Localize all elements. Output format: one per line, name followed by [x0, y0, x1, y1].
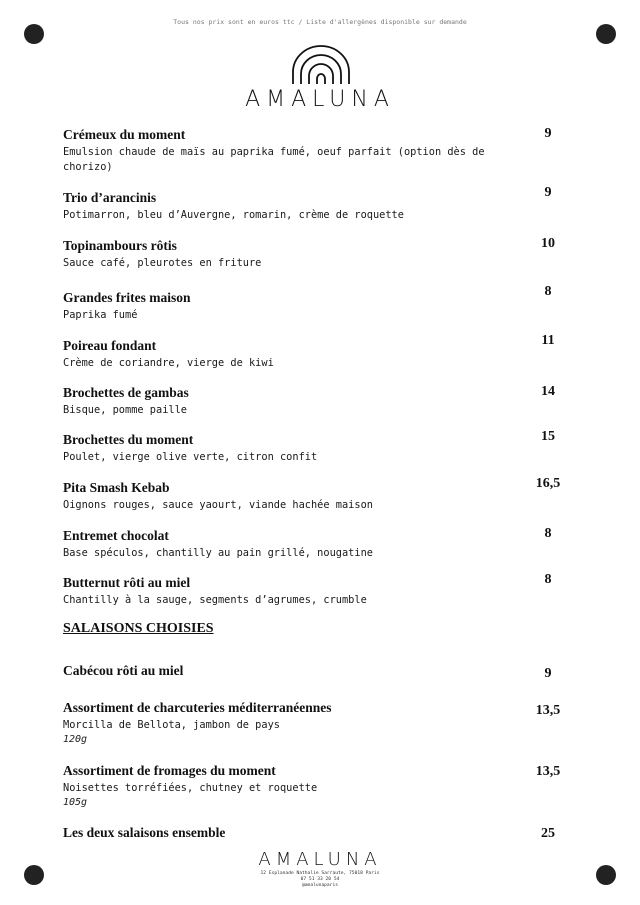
- item-name: Brochettes du moment: [63, 432, 194, 447]
- menu-item: [63, 289, 503, 323]
- binder-hole-top-right: [596, 24, 616, 44]
- item-price: 9: [544, 185, 552, 200]
- menu-item: [63, 431, 503, 465]
- item-price: 16,5: [535, 476, 561, 491]
- item-description: Paprika fumé: [63, 309, 138, 321]
- item-description: Morcilla de Bellota, jambon de pays: [63, 719, 280, 731]
- footer-address: 12 Esplanade Nathalie Sarraute, 75018 Paris: [260, 871, 380, 876]
- price-notice: Tous nos prix sont en euros ttc / Liste d'allergènes disponible sur demande: [173, 18, 467, 26]
- item-name: Entremet chocolat: [63, 528, 169, 543]
- item-name: Assortiment de fromages du moment: [63, 763, 276, 778]
- menu-item: [63, 662, 503, 679]
- item-description: Poulet, vierge olive verte, citron confit: [63, 451, 318, 463]
- item-description: Oignons rouges, sauce yaourt, viande hachée maison: [63, 499, 373, 511]
- footer-phone: 07 51 33 20 54: [300, 877, 340, 882]
- binder-hole-top-left: [24, 24, 44, 44]
- item-name: Cabécou rôti au miel: [63, 663, 184, 678]
- item-price: 14: [541, 384, 555, 399]
- item-name: Grandes frites maison: [63, 290, 191, 305]
- item-price: 13,5: [535, 703, 561, 718]
- item-description: Crème de coriandre, vierge de kiwi: [63, 357, 274, 369]
- menu-item: [63, 126, 503, 175]
- item-name: Les deux salaisons ensemble: [63, 825, 226, 840]
- item-weight: 105g: [63, 797, 88, 808]
- menu-item: [63, 527, 503, 561]
- item-name: Brochettes de gambas: [63, 385, 189, 400]
- item-weight: 120g: [63, 734, 88, 745]
- brand-wordmark: AMALUNA: [245, 87, 395, 112]
- item-name: Butternut rôti au miel: [63, 575, 191, 590]
- menu-item: [63, 189, 503, 223]
- footer-brand-wordmark: AMALUNA: [258, 849, 382, 870]
- menu-item: [63, 337, 503, 371]
- footer-contact: [0, 871, 640, 889]
- item-name: Poireau fondant: [63, 338, 157, 353]
- item-price: 8: [544, 284, 552, 299]
- menu-item: [63, 237, 503, 271]
- item-price: 9: [544, 126, 552, 141]
- item-name: Topinambours rôtis: [63, 238, 177, 253]
- item-name: Trio d’arancinis: [63, 190, 157, 205]
- item-price: 8: [544, 572, 552, 587]
- item-price: 25: [541, 826, 555, 841]
- item-price: 15: [541, 429, 555, 444]
- item-name: Crémeux du moment: [63, 127, 186, 142]
- item-description: Noisettes torréfiées, chutney et roquette: [63, 782, 318, 794]
- item-description: Base spéculos, chantilly au pain grillé, nougatine: [63, 547, 373, 559]
- item-price: 10: [541, 236, 555, 251]
- item-description: Chantilly à la sauge, segments d’agrumes, crumble: [63, 594, 367, 606]
- menu-item: [63, 699, 503, 747]
- item-price: 11: [541, 333, 555, 348]
- item-name: Assortiment de charcuteries méditerranéennes: [63, 700, 332, 715]
- menu-item: [63, 479, 503, 513]
- menu-item: [63, 824, 503, 841]
- item-description: Bisque, pomme paille: [63, 404, 187, 416]
- menu-item: [63, 384, 503, 418]
- menu-item: [63, 574, 503, 608]
- section-title-salaisons: SALAISONS CHOISIES: [63, 621, 214, 636]
- menu-item: [63, 762, 503, 810]
- item-price: 9: [544, 666, 552, 681]
- item-description: Emulsion chaude de maïs au paprika fumé, oeuf parfait (option dès de chorizo): [63, 146, 485, 173]
- item-description: Sauce café, pleurotes en friture: [63, 257, 262, 269]
- item-name: Pita Smash Kebab: [63, 480, 170, 495]
- item-price: 13,5: [535, 764, 561, 779]
- arch-logo-icon: [291, 44, 351, 88]
- item-price: 8: [544, 526, 552, 541]
- footer-instagram: @amalunaparis: [302, 883, 338, 888]
- item-description: Potimarron, bleu d’Auvergne, romarin, crème de roquette: [63, 209, 404, 221]
